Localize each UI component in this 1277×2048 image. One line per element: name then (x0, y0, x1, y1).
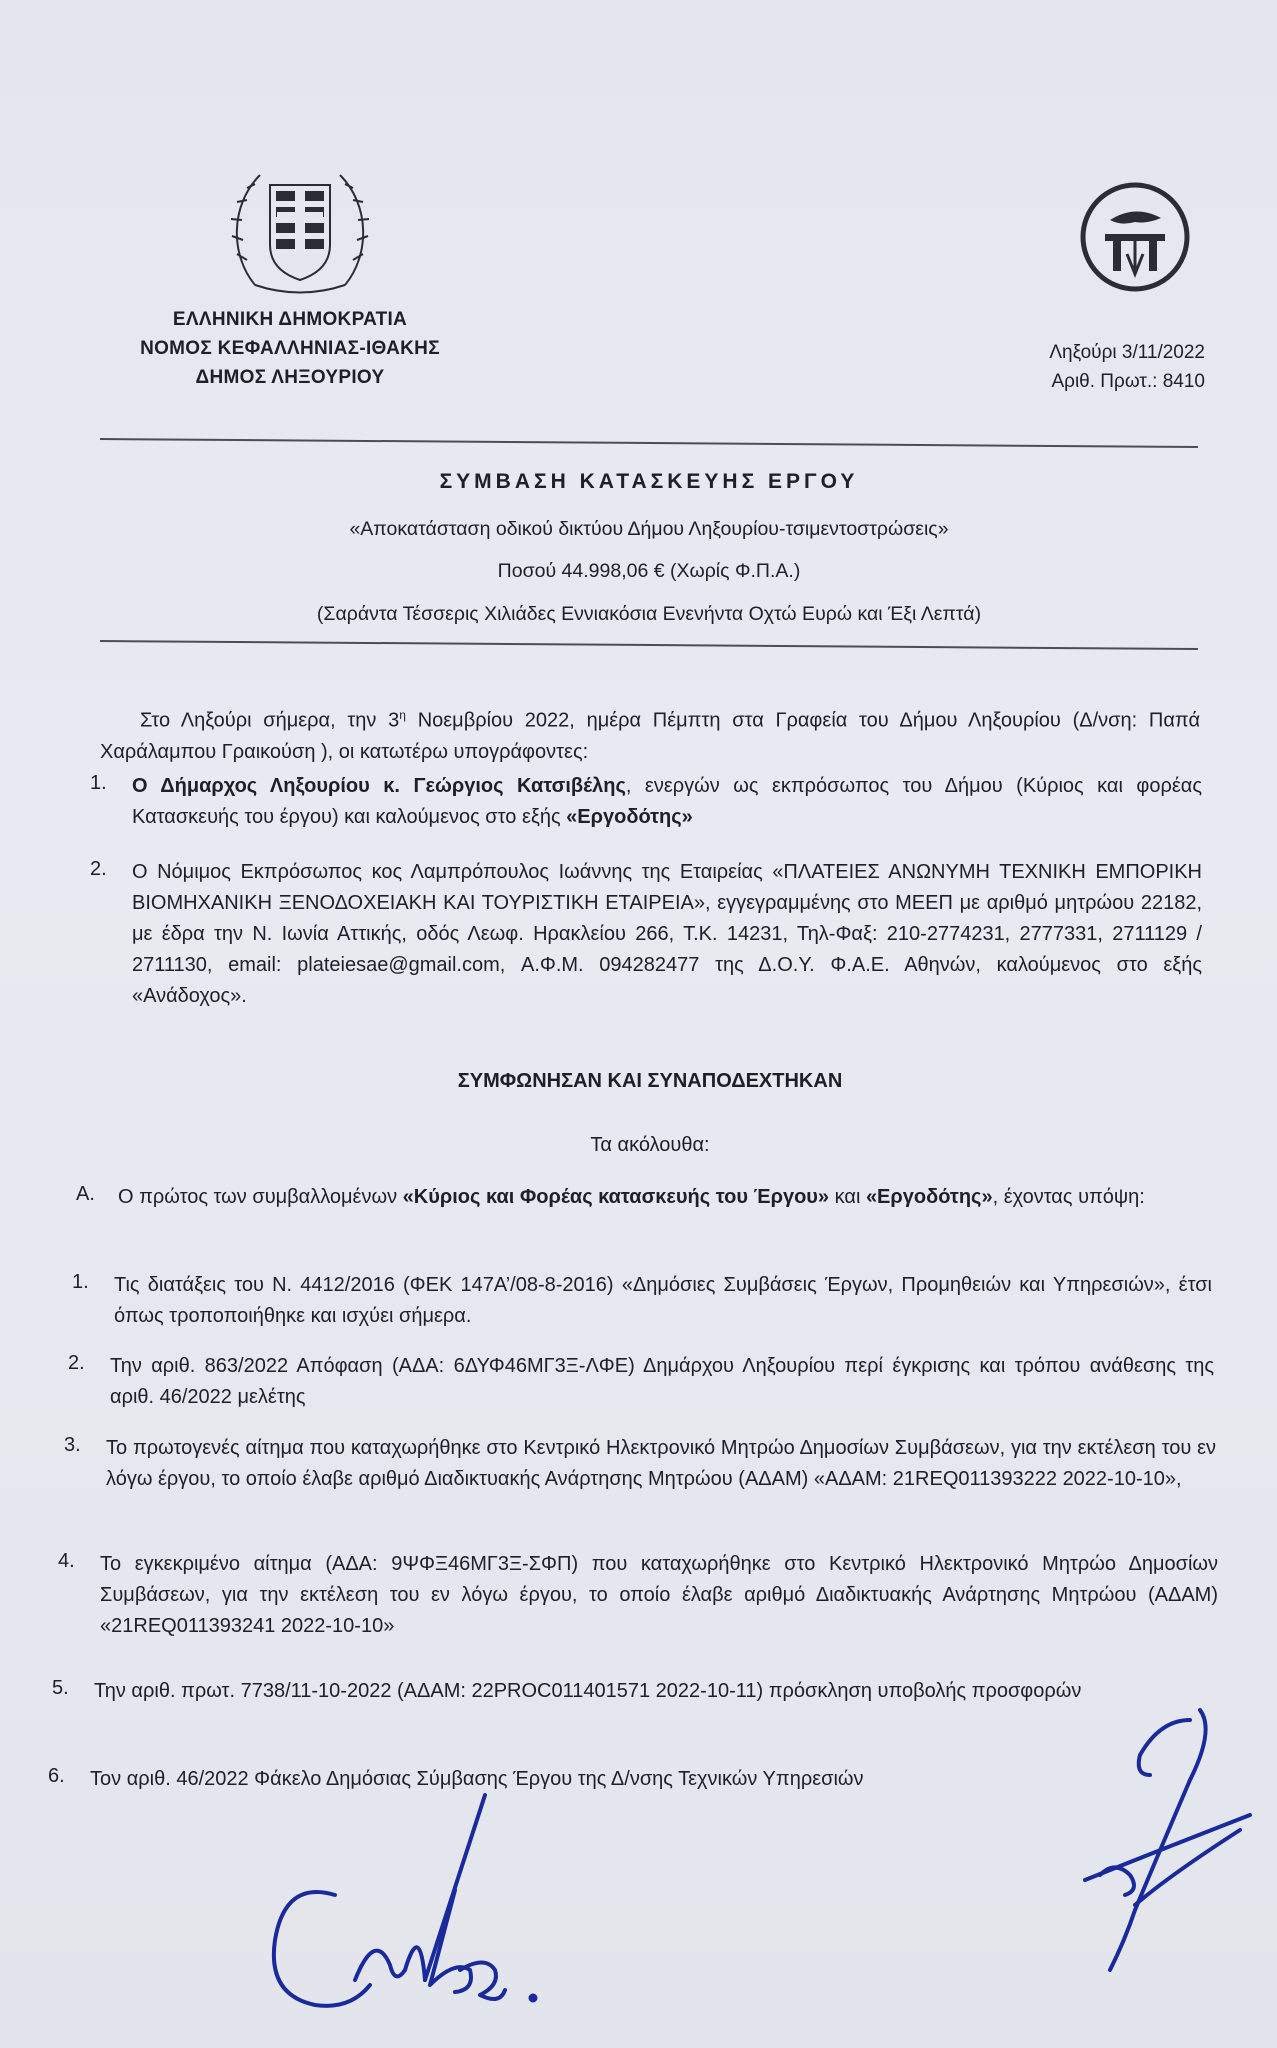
party-1-role: , ενεργών ως εκπρόσωπος του Δήμου (Κύριος και φορέας Κατασκευής του έργου) και καλούμενος στο εξής (132, 775, 1202, 828)
handwritten-signature-right (1040, 1700, 1270, 2000)
party-2-text: Ο Νόμιμος Εκπρόσωπος κος Λαμπρόπουλος Ιωάννης της Εταιρείας «ΠΛΑΤΕΙΕΣ ΑΝΩΝΥΜΗ ΤΕΧΝΙΚΗ ΕΜΠΟΡΙΚΗ ΒΙΟΜΗΧΑΝΙΚΗ ΞΕΝΟΔΟΧΕΙΑΚΗ ΚΑΙ ΤΟΥΡΙΣΤΙΚΗ ΕΤΑΙΡΕΙΑ», εγγεγραμμένης στο ΜΕΕΠ με αριθμό μητρώου 22182, με έδρα την Ν. Ιωνία Αττικής, οδός Λεωφ. Ηρακλείου 266, Τ.Κ. 14231, Τηλ-Φαξ: 210-2774231, 2777331, 2711129 / 2711130, email: plateiesae@gmail.com, Α.Φ.Μ. 094282477 της Δ.Ο.Υ. Φ.Α.Ε. Αθηνών, καλούμενος στο εξής «Ανάδοχος». (132, 861, 1202, 1007)
consideration-6-text: Τον αριθ. 46/2022 Φάκελο Δημόσιας Σύμβασης Έργου της Δ/νσης Τεχνικών Υπηρεσιών (90, 1768, 864, 1790)
intro-paragraph (100, 700, 1200, 768)
protocol-number: Αριθ. Πρωτ.: 8410 (1051, 371, 1205, 392)
consideration-1-text: Τις διατάξεις του Ν. 4412/2016 (ΦΕΚ 147Α’/08-8-2016) «Δημόσιες Συμβάσεις Έργων, Προμηθειών και Υπηρεσιών», έτσι όπως τροποποιήθηκε και ισχύει σήμερα. (114, 1274, 1212, 1327)
section-a-owner: «Κύριος και Φορέας κατασκευής του Έργου» (402, 1186, 830, 1208)
party-1-designation: «Εργοδότης» (566, 806, 693, 828)
consideration-2-text: Την αριθ. 863/2022 Απόφαση (ΑΔΑ: 6ΔΥΦ46ΜΓ3Ξ-ΛΦΕ) Δημάρχου Ληξουρίου περί έγκρισης και τρόπου ανάθεσης της αριθ. 46/2022 μελέτης (110, 1355, 1214, 1408)
consideration-4-text: Το εγκεκριμένο αίτημα (ΑΔΑ: 9ΨΦΞ46ΜΓ3Ξ-ΣΦΠ) που καταχωρήθηκε στο Κεντρικό Ηλεκτρονικό Μητρώο Δημοσίων Συμβάσεων, για την εκτέλεση του εν λόγω έργου, το οποίο έλαβε αριθμό Διαδικτυακής Ανάρτησης Μητρώου (ΑΔΑΜ) «21REQ011393241 2022-10-10» (100, 1553, 1218, 1637)
issuer-prefecture: ΝΟΜΟΣ ΚΕΦΑΛΛΗΝΙΑΣ-ΙΘΑΚΗΣ (140, 338, 440, 359)
document-title: ΣΥΜΒΑΣΗ ΚΑΤΑΣΚΕΥΗΣ ΕΡΓΟΥ (439, 470, 859, 493)
consideration-6-number: 6. (48, 1765, 65, 1787)
greek-coat-of-arms-icon (225, 160, 375, 300)
section-a-label: Α. (76, 1183, 95, 1205)
party-1-text (132, 771, 1202, 833)
amount-in-words: (Σαράντα Τέσσερις Χιλιάδες Εννιακόσια Ενενήντα Οχτώ Ευρώ και Έξι Λεπτά) (316, 603, 982, 625)
issuer-municipality: ΔΗΜΟΣ ΛΗΞΟΥΡΙΟΥ (195, 367, 385, 388)
party-1-number: 1. (90, 772, 107, 794)
section-a-text-c: , έχοντας υπόψη: (992, 1186, 1145, 1208)
consideration-5-number: 5. (52, 1677, 69, 1699)
divider-top (100, 438, 1198, 448)
following-label: Τα ακόλουθα: (590, 1134, 710, 1156)
consideration-1-number: 1. (72, 1271, 89, 1293)
section-a-text-a: Ο πρώτος των συμβαλλομένων (118, 1186, 403, 1208)
section-a-and: και (829, 1186, 866, 1208)
agreed-heading: ΣΥΜΦΩΝΗΣΑΝ ΚΑΙ ΣΥΝΑΠΟΔΕΧΤΗΚΑΝ (457, 1070, 843, 1092)
consideration-3-number: 3. (64, 1434, 81, 1456)
handwritten-signature-left (255, 1780, 575, 2040)
party-2-number: 2. (90, 858, 107, 880)
intro-superscript: η (399, 708, 406, 722)
date-protocol-block (1049, 338, 1205, 396)
issuer-country: ΕΛΛΗΝΙΚΗ ΔΗΜΟΚΡΑΤΙΑ (172, 309, 408, 330)
divider-bottom (100, 640, 1198, 650)
place-date: Ληξούρι 3/11/2022 (1049, 342, 1205, 363)
project-name: «Αποκατάσταση οδικού δικτύου Δήμου Ληξουρίου-τσιμεντοστρώσεις» (349, 518, 949, 540)
consideration-4-number: 4. (58, 1550, 75, 1572)
intro-text-b: Νοεμβρίου 2022, ημέρα Πέμπτη στα Γραφεία του Δήμου Ληξουρίου (Δ/νση: Παπά Χαράλαμπου Γραικούση ), οι κατωτέρω υπογράφοντες: (100, 709, 1201, 763)
consideration-3-text: Το πρωτογενές αίτημα που καταχωρήθηκε στο Κεντρικό Ηλεκτρονικό Μητρώο Δημοσίων Συμβάσεων, για την εκτέλεση του εν λόγω έργου, το οποίο έλαβε αριθμό Διαδικτυακής Ανάρτησης Μητρώου (ΑΔΑΜ) «ΑΔΑΜ: 21REQ011393222 2022-10-10», (106, 1437, 1216, 1490)
municipal-emblem-icon (1075, 182, 1195, 292)
consideration-5-text: Την αριθ. πρωτ. 7738/11-10-2022 (ΑΔΑΜ: 22PROC011401571 2022-10-11) πρόσκληση υποβολής προσφορών (94, 1680, 1082, 1702)
intro-text-a: Στο Ληξούρι σήμερα, την 3 (140, 709, 400, 732)
party-1-mayor: Ο Δήμαρχος Ληξουρίου κ. Γεώργιος Κατσιβέλης (132, 775, 626, 797)
consideration-2-number: 2. (68, 1352, 85, 1374)
section-a-employer: «Εργοδότης» (865, 1186, 993, 1208)
issuer-block (100, 305, 480, 392)
contract-amount: Ποσού 44.998,06 € (Χωρίς Φ.Π.Α.) (497, 560, 801, 582)
section-a-text (118, 1182, 1208, 1213)
